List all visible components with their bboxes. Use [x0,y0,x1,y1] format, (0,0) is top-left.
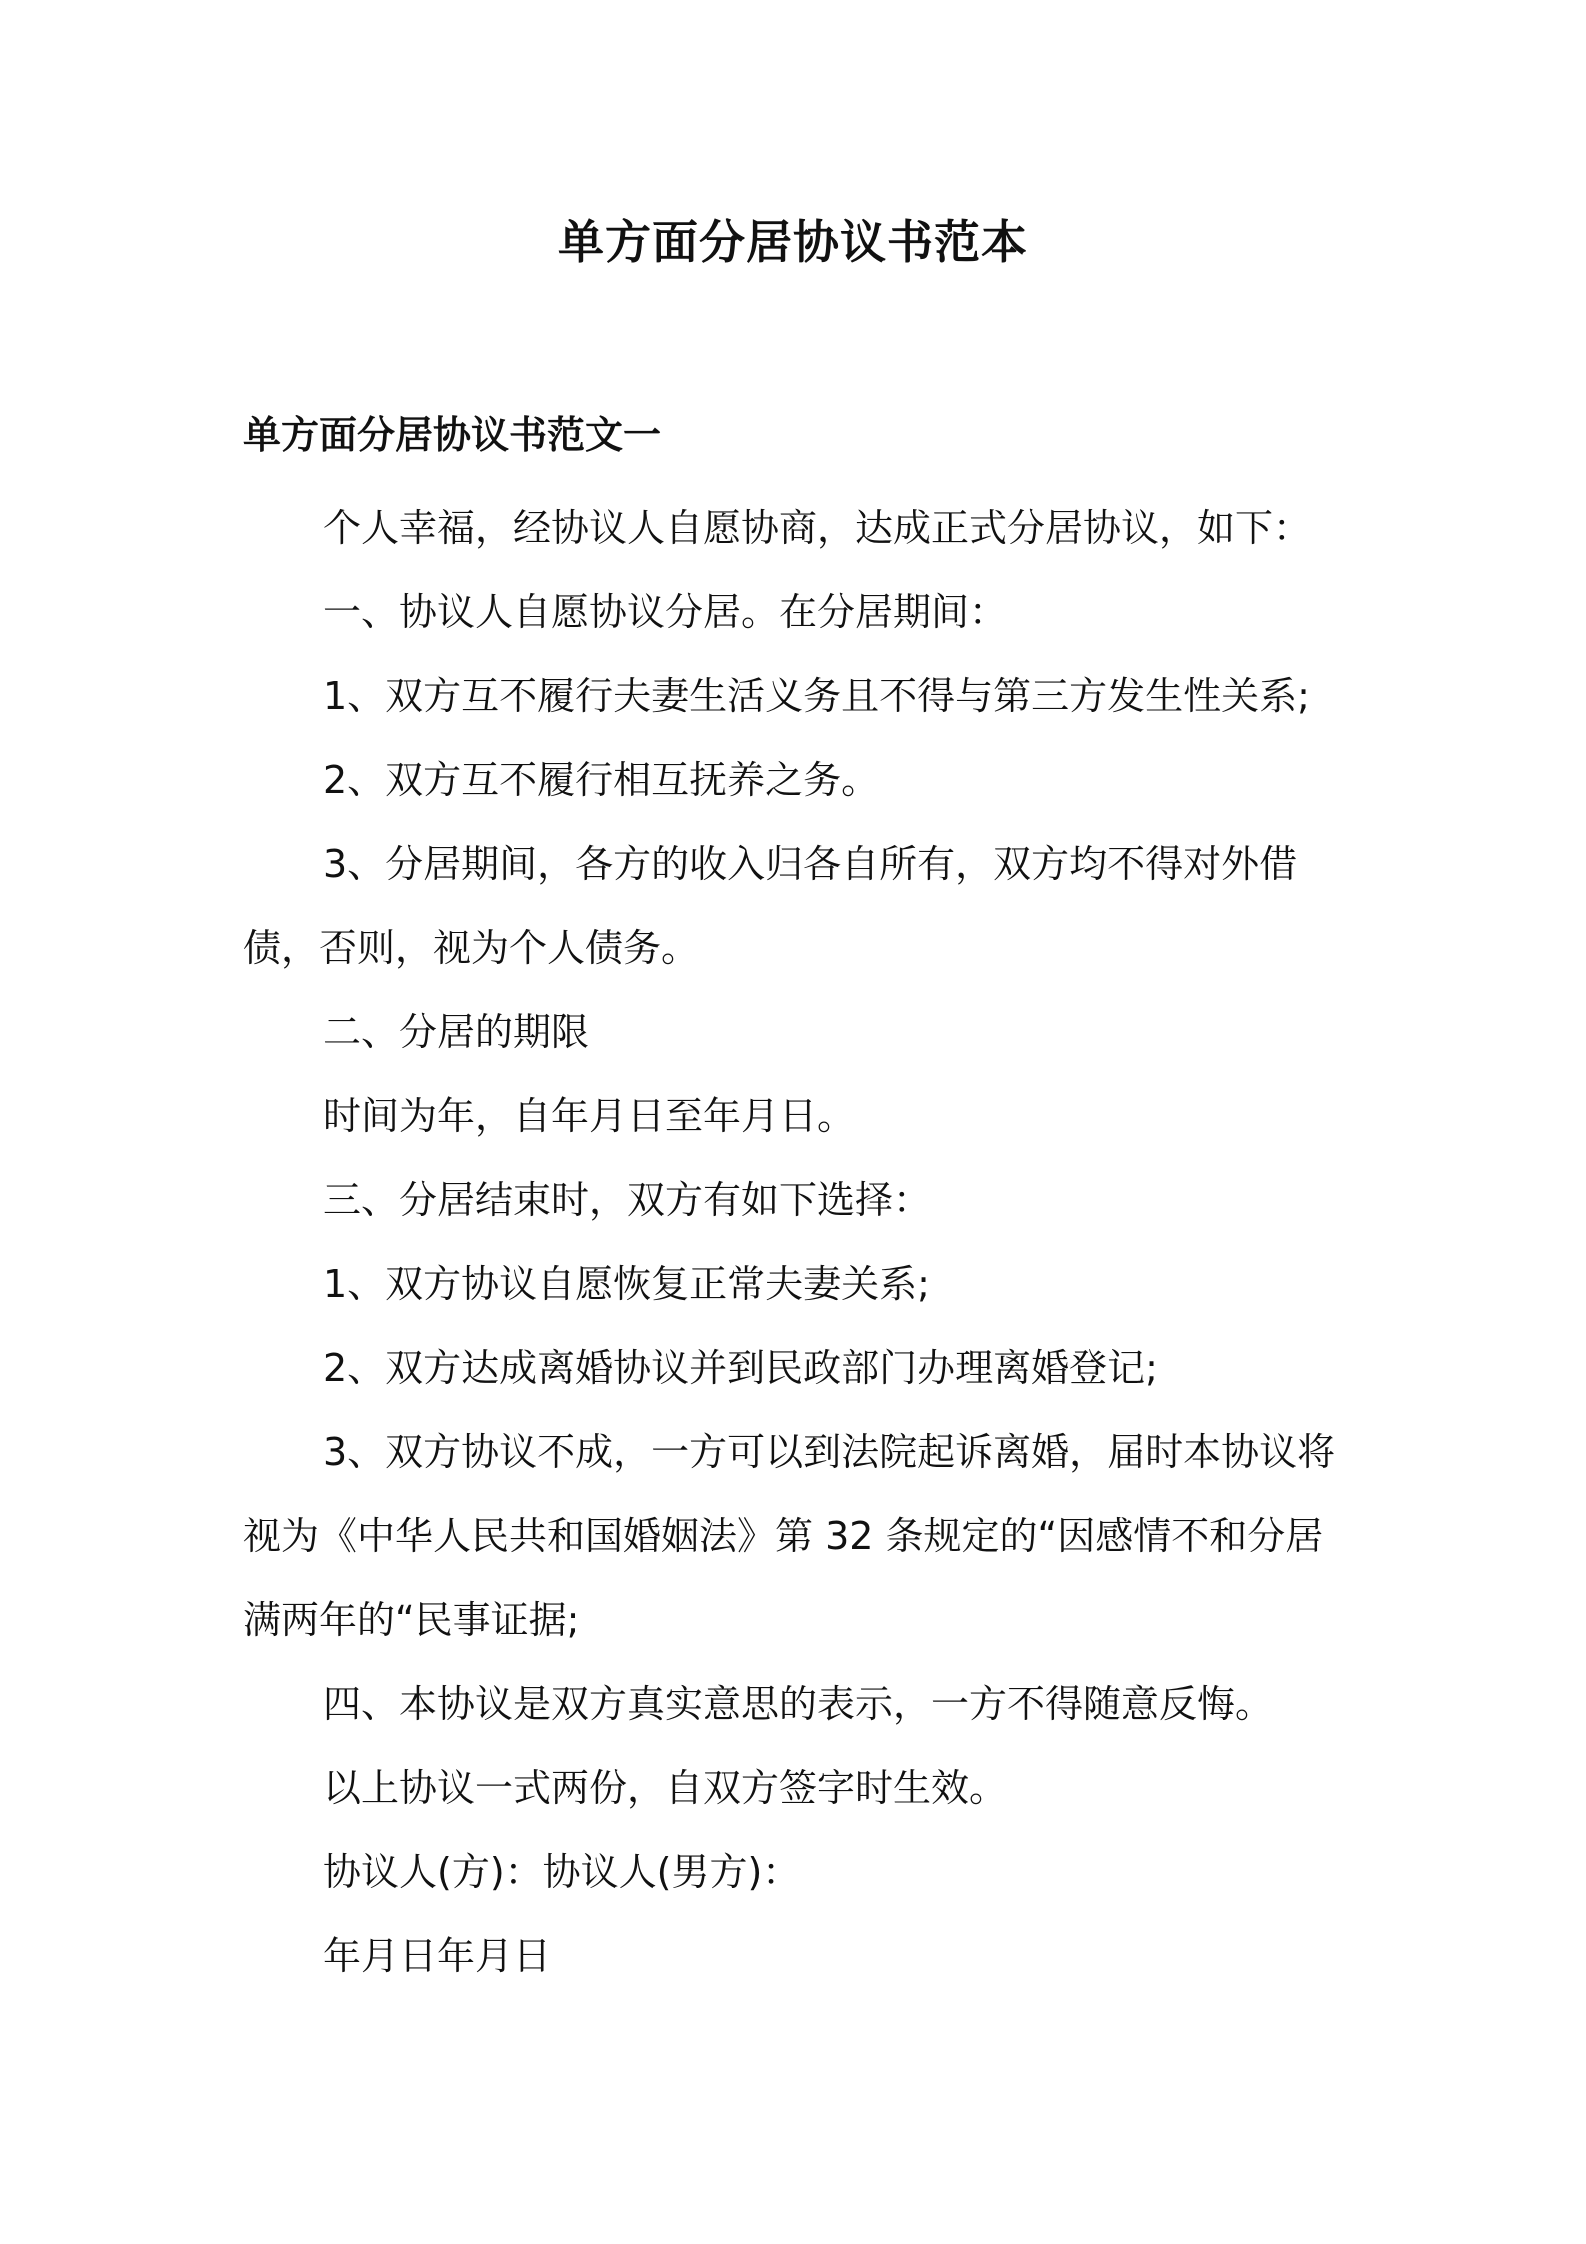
paragraph-clause-2: 二、分居的期限 [323,1010,590,1054]
paragraph-effective: 以上协议一式两份，自双方签字时生效。 [323,1766,1008,1810]
document-body [243,486,1358,1998]
paragraph-clause-1-item-1: 1、双方互不履行夫妻生活义务且不得与第三方发生性关系; [323,674,1310,718]
paragraph-clause-1-item-3: 3、分居期间，各方的收入归各自所有，双方均不得对外借债，否则，视为个人债务。 [243,842,1298,970]
paragraph-clause-3-option-2: 2、双方达成离婚协议并到民政部门办理离婚登记; [323,1346,1158,1390]
paragraph-intro: 个人幸福，经协议人自愿协商，达成正式分居协议，如下： [323,506,1312,550]
paragraph-clause-1: 一、协议人自愿协议分居。在分居期间： [323,590,1008,634]
paragraph-signatories: 协议人(方)：协议人(男方)： [323,1850,801,1894]
paragraph-clause-2-duration: 时间为年，自年月日至年月日。 [323,1094,856,1138]
paragraph-clause-3-option-3: 3、双方协议不成，一方可以到法院起诉离婚，届时本协议将视为《中华人民共和国婚姻法》第 32 条规定的“因感情不和分居满两年的“民事证据; [243,1430,1336,1642]
section-heading: 单方面分居协议书范文一 [243,413,662,457]
paragraph-clause-4: 四、本协议是双方真实意思的表示，一方不得随意反悔。 [323,1682,1274,1726]
paragraph-clause-3-option-1: 1、双方协议自愿恢复正常夫妻关系; [323,1262,930,1306]
paragraph-clause-3: 三、分居结束时，双方有如下选择： [323,1178,932,1222]
document-title: 单方面分居协议书范本 [558,215,1028,269]
paragraph-clause-1-item-2: 2、双方互不履行相互抚养之务。 [323,758,880,802]
paragraph-dates: 年月日年月日 [323,1934,552,1978]
